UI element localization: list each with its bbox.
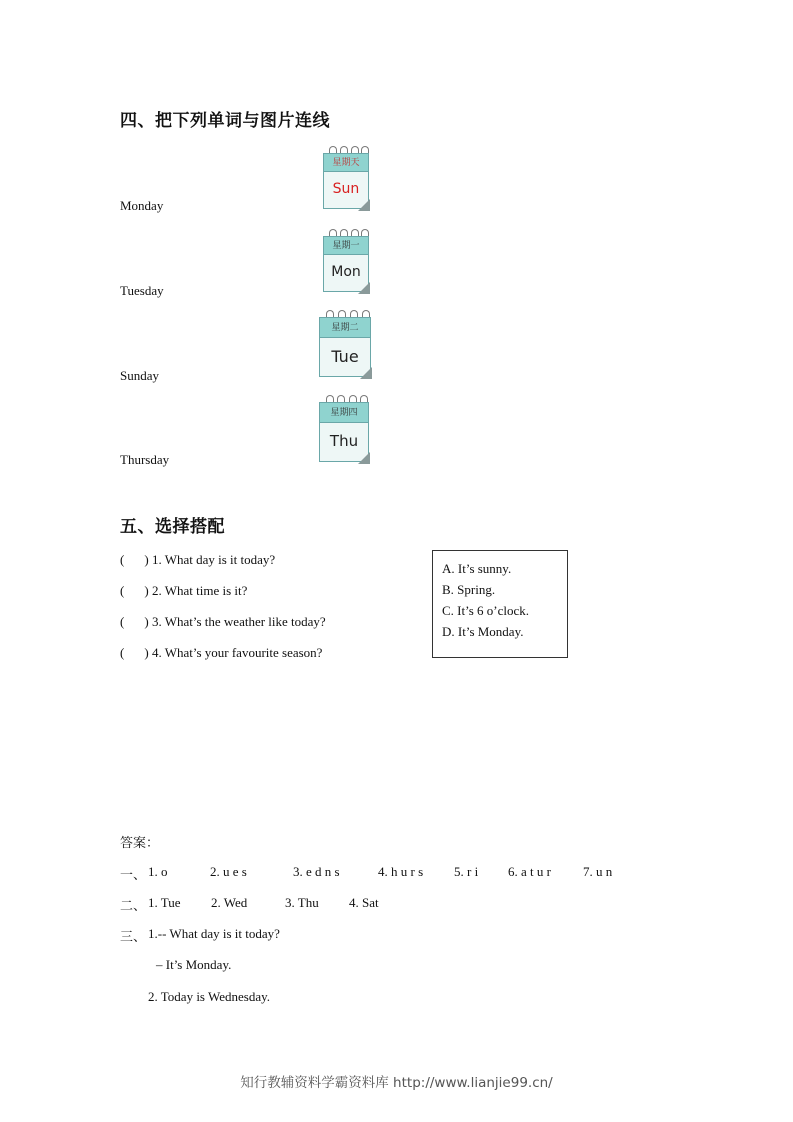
answer-item: 2. Today is Wednesday.	[148, 989, 271, 1004]
word-thursday: Thursday	[120, 452, 170, 467]
answer-item: 5. r i	[454, 864, 479, 879]
word-sunday: Sunday	[120, 368, 159, 383]
section5-title: 五、选择搭配	[120, 517, 225, 537]
close-paren: )	[144, 614, 149, 629]
answer-item: 1.-- What day is it today?	[148, 926, 280, 941]
answer-item: 3. e d n s	[293, 864, 340, 879]
options-box	[432, 550, 568, 658]
option-a: A. It’s sunny.	[442, 561, 512, 576]
calendar-cn-label: 星期一	[323, 236, 369, 255]
answer-item: 4. h u r s	[378, 864, 424, 879]
calendar-en-label: Sun	[323, 171, 369, 209]
option-c: C. It’s 6 o’clock.	[442, 603, 530, 618]
answer-item: – It’s Monday.	[156, 957, 232, 972]
answer-item: 2. u e s	[210, 864, 247, 879]
calendar-en-label: Tue	[319, 337, 371, 377]
calendar-card-tue	[319, 314, 371, 378]
answers-row3-prefix: 三、	[120, 929, 147, 944]
calendar-cn-label: 星期天	[323, 153, 369, 172]
option-b: B. Spring.	[442, 582, 496, 597]
calendar-card-thu	[319, 399, 369, 463]
answer-item: 7. u n	[583, 864, 613, 879]
answer-item: 1. Tue	[148, 895, 181, 910]
close-paren: )	[144, 645, 149, 660]
calendar-cn-label: 星期四	[319, 402, 369, 423]
question-text: 3. What’s the weather like today?	[151, 614, 326, 629]
answer-item: 4. Sat	[349, 895, 379, 910]
close-paren: )	[144, 583, 149, 598]
answers-row2-prefix: 二、	[120, 898, 147, 913]
question-text: 4. What’s your favourite season?	[151, 645, 323, 660]
open-paren: (	[120, 645, 125, 660]
calendar-en-label: Thu	[319, 422, 369, 462]
question-text: 2. What time is it?	[151, 583, 248, 598]
calendar-card-mon	[323, 233, 369, 293]
answers-row1-prefix: 一、	[120, 867, 147, 882]
question-row	[120, 552, 275, 568]
close-paren: )	[144, 552, 149, 567]
calendar-card-sun	[323, 150, 369, 210]
question-text: 1. What day is it today?	[151, 552, 276, 567]
word-tuesday: Tuesday	[120, 283, 164, 298]
answers-label: 答案：	[120, 835, 160, 850]
question-row	[120, 583, 247, 599]
answer-item: 2. Wed	[211, 895, 248, 910]
answer-item: 6. a t u r	[508, 864, 551, 879]
open-paren: (	[120, 552, 125, 567]
question-row	[120, 645, 322, 661]
calendar-cn-label: 星期二	[319, 317, 371, 338]
question-row	[120, 614, 326, 630]
option-d: D. It’s Monday.	[442, 624, 524, 639]
open-paren: (	[120, 614, 125, 629]
open-paren: (	[120, 583, 125, 598]
answer-item: 3. Thu	[285, 895, 319, 910]
footer-watermark: 知行教辅资料学霸资料库 http://www.lianjie99.cn/	[240, 1075, 553, 1091]
section4-title: 四、把下列单词与图片连线	[120, 111, 330, 131]
answer-item: 1. o	[148, 864, 168, 879]
calendar-en-label: Mon	[323, 254, 369, 292]
word-monday: Monday	[120, 198, 164, 213]
